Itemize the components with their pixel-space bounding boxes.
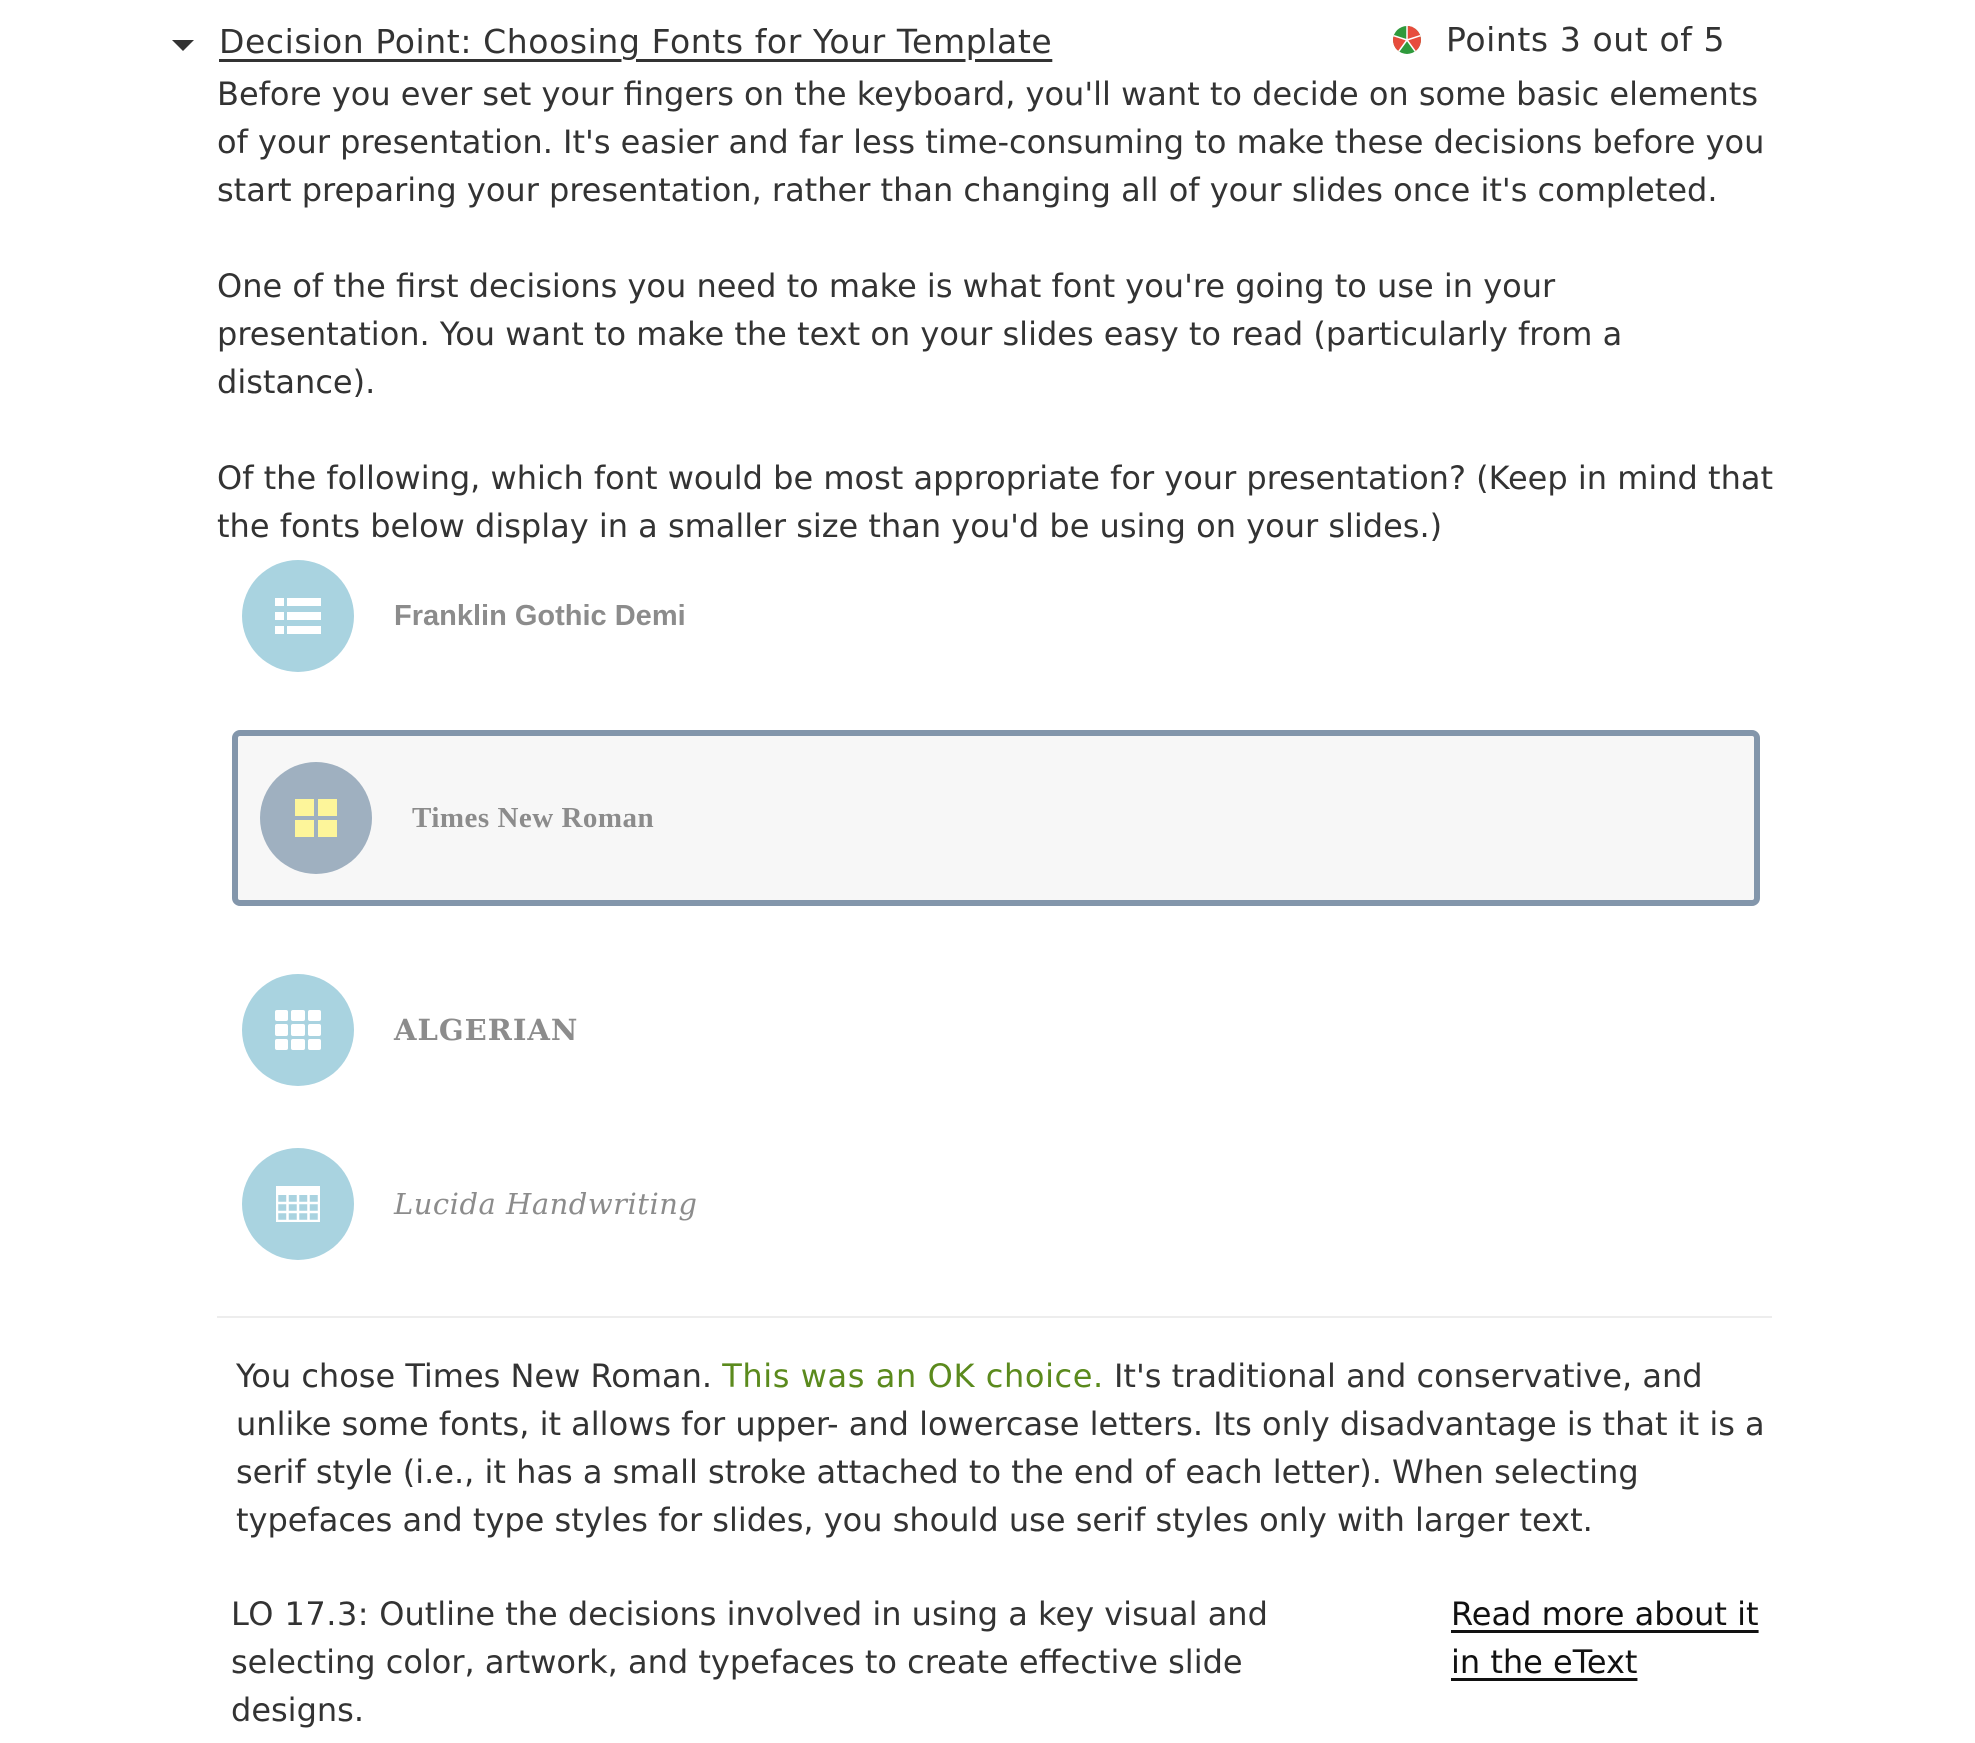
decision-header <box>172 18 1732 68</box>
feedback-body: It's traditional and conservative, and unlike some fonts, it allows for upper- and lowercase letters. Its only disadvantage is that it is a serif style (i.e., it has a small stroke attached to the end of each letter). When selecting typefaces and type styles for slides, you should use serif styles only with larger text. <box>236 1357 1765 1539</box>
feedback-text <box>236 1352 1776 1544</box>
font-decision-paragraph: One of the first decisions you need to make is what font you're going to use in your presentation. You want to make the text on your slides easy to read (particularly from a distance). <box>217 267 1623 401</box>
learning-objective-label: LO 17.3: <box>231 1595 370 1633</box>
learning-objective <box>231 1590 1351 1734</box>
points-text: Points 3 out of 5 <box>1446 20 1726 59</box>
grid-3x3-icon <box>242 974 354 1086</box>
grid-2x2-icon <box>260 762 372 874</box>
option-label: ALGERIAN <box>394 1013 579 1047</box>
feedback-prefix: You chose Times New Roman. <box>236 1357 713 1395</box>
read-more-etext-link[interactable]: Read more about it in the eText <box>1451 1595 1759 1681</box>
score-pie-icon <box>1392 25 1422 55</box>
points-indicator <box>1392 20 1725 59</box>
option-label: Franklin Gothic Demi <box>394 599 686 632</box>
option-label: Times New Roman <box>412 801 655 834</box>
option-franklin-gothic-demi[interactable] <box>242 560 686 672</box>
option-label: Lucida Handwriting <box>394 1187 698 1221</box>
collapse-caret-icon[interactable] <box>172 40 194 51</box>
decision-title[interactable]: Decision Point: Choosing Fonts for Your Template <box>219 22 1053 61</box>
question-prompt: Of the following, which font would be most appropriate for your presentation? (Keep in mind that the fonts below display in a smaller size than you'd be using on your slides.) <box>217 459 1773 545</box>
intro-paragraph: Before you ever set your fingers on the keyboard, you'll want to decide on some basic elements of your presentation. It's easier and far less time-consuming to make these decisions before you start preparing your presentation, rather than changing all of your slides once it's completed. <box>217 75 1765 209</box>
option-lucida-handwriting[interactable] <box>242 1148 697 1260</box>
option-times-new-roman-selected[interactable] <box>232 730 1760 906</box>
list-icon <box>242 560 354 672</box>
learning-objective-text: Outline the decisions involved in using a key visual and selecting color, artwork, and typefaces to create effective slide designs. <box>231 1595 1268 1729</box>
option-algerian[interactable] <box>242 974 578 1086</box>
table-icon <box>242 1148 354 1260</box>
divider <box>217 1316 1772 1318</box>
feedback-verdict: This was an OK choice. <box>722 1357 1104 1395</box>
question-content <box>217 70 1777 598</box>
